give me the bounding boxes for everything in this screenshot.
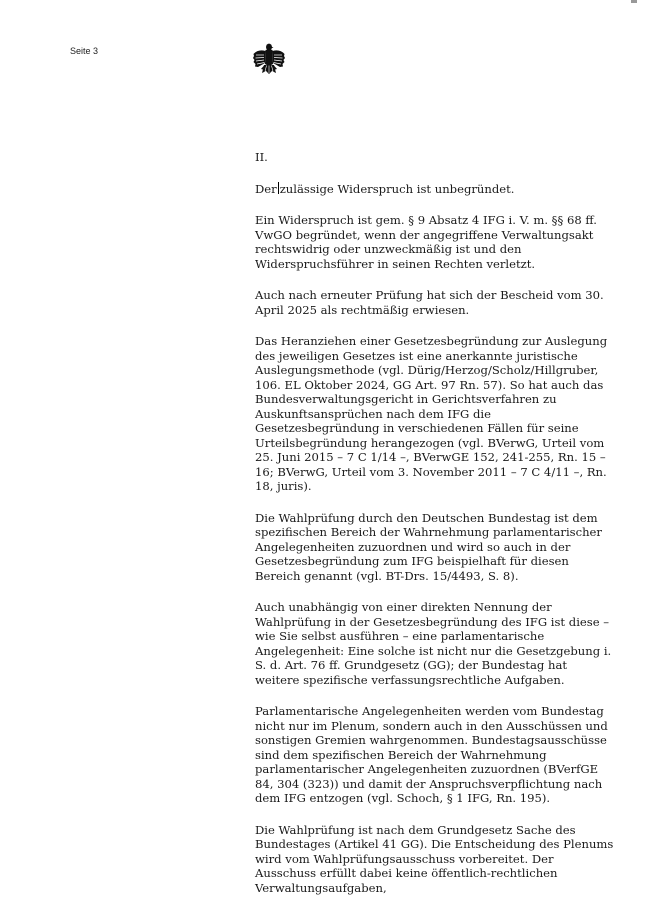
intro-paragraph <box>255 182 615 197</box>
paragraph-election-review: Die Wahlprüfung durch den Deutschen Bundestag ist dem spezifischen Bereich der Wahrnehmung parlamentarischer Angelegenheiten zuzuordnen und wird so auch in der Gesetzesbegründung zum IFG beispielhaft für diesen Bereich genannt (vgl. BT-Drs. 15/4493, S. 8). <box>255 510 602 583</box>
text-cursor <box>278 182 279 194</box>
paragraph-parliamentary-matter: Auch unabhängig von einer direkten Nennung der Wahlprüfung in der Gesetzesbegründung des IFG ist diese – wie Sie selbst ausführen – eine parlamentarische Angelegenheit: Eine solche ist nicht nur die Gesetzgebung i. S. d. Art. 76 ff. Grundgesetz (GG); der Bundestag hat weitere spezifische verfassungsrechtliche Aufgaben. <box>255 600 612 687</box>
letter-body <box>255 150 615 912</box>
intro-text-start: Der <box>255 181 277 196</box>
paragraph-legal-basis: Ein Widerspruch ist gem. § 9 Absatz 4 IFG i. V. m. §§ 68 ff. VwGO begründet, wenn der angegriffene Verwaltungsakt rechtswidrig oder unzweckmäßig ist und den Widerspruchsführer in seinen Rechten verletzt. <box>255 213 597 271</box>
page-number: Seite 3 <box>70 46 99 56</box>
paragraph-election-committee: Die Wahlprüfung ist nach dem Grundgesetz Sache des Bundestages (Artikel 41 GG). Die Entscheidung des Plenums wird vom Wahlprüfungsausschuss vorbereitet. Der Ausschuss erfüllt dabei keine öffentlich-rechtlichen Verwaltungsaufgaben, <box>255 822 614 895</box>
paragraph-interpretation: Das Heranziehen einer Gesetzesbegründung zur Auslegung des jeweiligen Gesetzes ist eine anerkannte juristische Auslegungsmethode (vgl. Dürig/Herzog/Scholz/Hillgruber, 106. EL Oktober 2024, GG Art. 97 Rn. 57). So hat auch das Bundesverwaltungsgericht in Gerichtsverfahren zu Auskunftsansprüchen nach dem IFG die Gesetzesbegründung in verschiedenen Fällen für seine Urteilsbegründung herangezogen (vgl. BVerwG, Urteil vom 25. Juni 2015 – 7 C 1/14 –, BVerwGE 152, 241-255, Rn. 15 – 16; BVerwG, Urteil vom 3. November 2011 – 7 C 4/11 –, Rn. 18, juris). <box>255 334 608 493</box>
section-heading: II. <box>255 150 268 164</box>
bundestag-eagle-icon <box>252 42 286 78</box>
paragraph-committees: Parlamentarische Angelegenheiten werden vom Bundestag nicht nur im Plenum, sondern auch in den Ausschüssen und sonstigen Gremien wahrgenommen. Bundestagsausschüsse sind dem spezifischen Bereich der Wahrnehmung parlamentarischer Angelegenheiten zuzuordnen (BVerfGE 84, 304 (323)) und damit der Anspruchsverpflichtung nach dem IFG entzogen (vgl. Schoch, § 1 IFG, Rn. 195). <box>255 704 608 805</box>
paragraph-review-result: Auch nach erneuter Prüfung hat sich der Bescheid vom 30. April 2025 als rechtmäßig erwiesen. <box>255 288 604 317</box>
corner-mark <box>631 0 637 3</box>
intro-text-end: zulässige Widerspruch ist unbegründet. <box>279 181 515 196</box>
